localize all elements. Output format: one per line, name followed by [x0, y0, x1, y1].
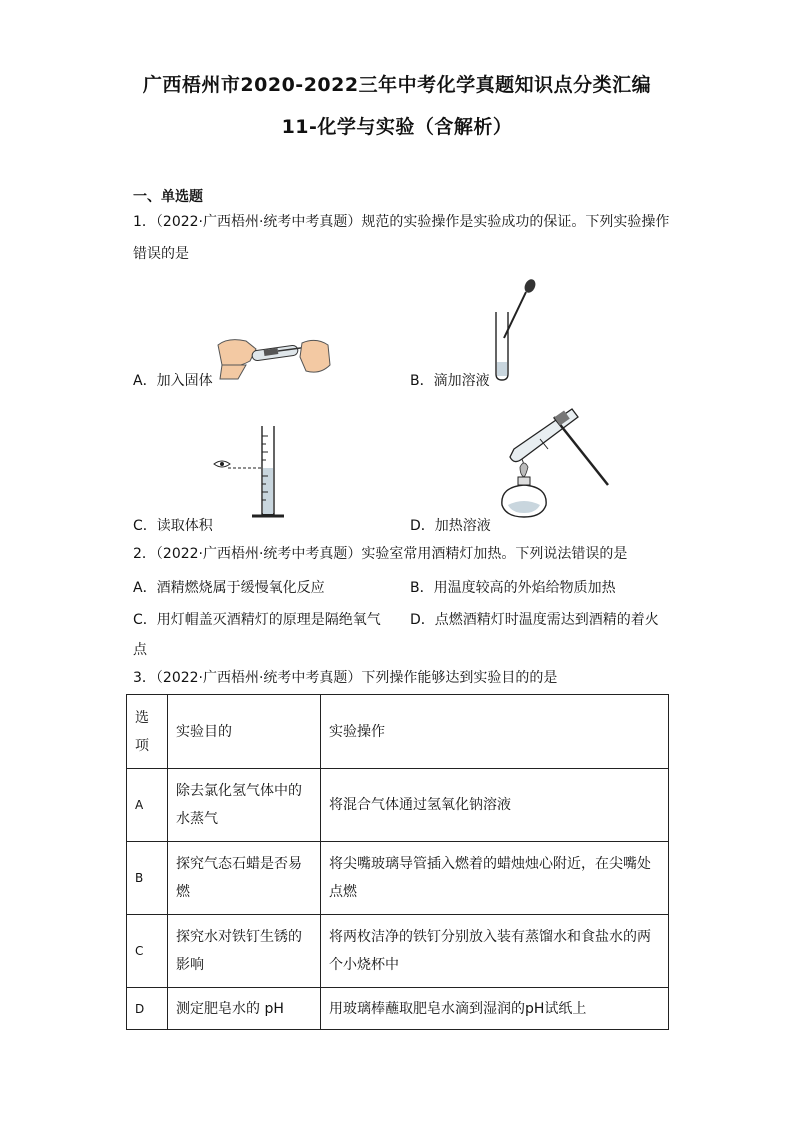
table-row — [127, 915, 669, 988]
q2-option-d-cont: 点 — [133, 642, 147, 658]
doc-title-line1: 广西梧州市2020-2022三年中考化学真题知识点分类汇编 — [142, 74, 652, 96]
header-aim: 实验目的 — [168, 695, 321, 769]
table-row — [127, 769, 669, 842]
row-option: C — [127, 915, 168, 988]
row-option: D — [127, 988, 168, 1030]
row-aim: 探究气态石蜡是否易燃 — [168, 842, 321, 915]
q2-option-c: C．用灯帽盖灭酒精灯的原理是隔绝氧气 — [133, 612, 381, 628]
row-aim: 测定肥皂水的 pH — [168, 988, 321, 1030]
row-operation: 用玻璃棒蘸取肥皂水滴到湿润的pH试纸上 — [321, 988, 669, 1030]
header-option: 选项 — [127, 695, 168, 769]
figure-read-volume — [212, 424, 292, 524]
q3-table — [126, 694, 669, 1030]
doc-title-line2: 11-化学与实验（含解析） — [281, 116, 513, 138]
figure-heat-solution — [496, 405, 616, 525]
row-operation: 将混合气体通过氢氧化钠溶液 — [321, 769, 669, 842]
q2-stem: 2．（2022·广西梧州·统考中考真题）实验室常用酒精灯加热。下列说法错误的是 — [133, 546, 628, 562]
section-heading: 一、单选题 — [133, 189, 203, 205]
q2-option-d: D．点燃酒精灯时温度需达到酒精的着火 — [410, 612, 659, 628]
table-header-row — [127, 695, 669, 769]
q1-option-c: C．读取体积 — [133, 518, 213, 534]
row-operation: 将两枚洁净的铁钉分别放入装有蒸馏水和食盐水的两个小烧杯中 — [321, 915, 669, 988]
q2-option-b: B．用温度较高的外焰给物质加热 — [410, 580, 616, 596]
q1-stem-line1: 1．（2022·广西梧州·统考中考真题）规范的实验操作是实验成功的保证。下列实验操作 — [133, 214, 670, 230]
row-aim: 探究水对铁钉生锈的影响 — [168, 915, 321, 988]
figure-add-solid — [216, 335, 332, 381]
row-option: A — [127, 769, 168, 842]
row-option: B — [127, 842, 168, 915]
row-operation: 将尖嘴玻璃导管插入燃着的蜡烛烛心附近，在尖嘴处点燃 — [321, 842, 669, 915]
figure-drop-solution — [490, 278, 538, 382]
row-aim: 除去氯化氢气体中的水蒸气 — [168, 769, 321, 842]
table-row — [127, 842, 669, 915]
header-operation: 实验操作 — [321, 695, 669, 769]
q1-option-a: A．加入固体 — [133, 373, 213, 389]
q2-option-a: A．酒精燃烧属于缓慢氧化反应 — [133, 580, 325, 596]
table-row — [127, 988, 669, 1030]
q1-stem-line2: 错误的是 — [133, 246, 189, 262]
q1-option-b: B．滴加溶液 — [410, 373, 490, 389]
q1-option-d: D．加热溶液 — [410, 518, 491, 534]
q3-stem: 3．（2022·广西梧州·统考中考真题）下列操作能够达到实验目的的是 — [133, 670, 558, 686]
